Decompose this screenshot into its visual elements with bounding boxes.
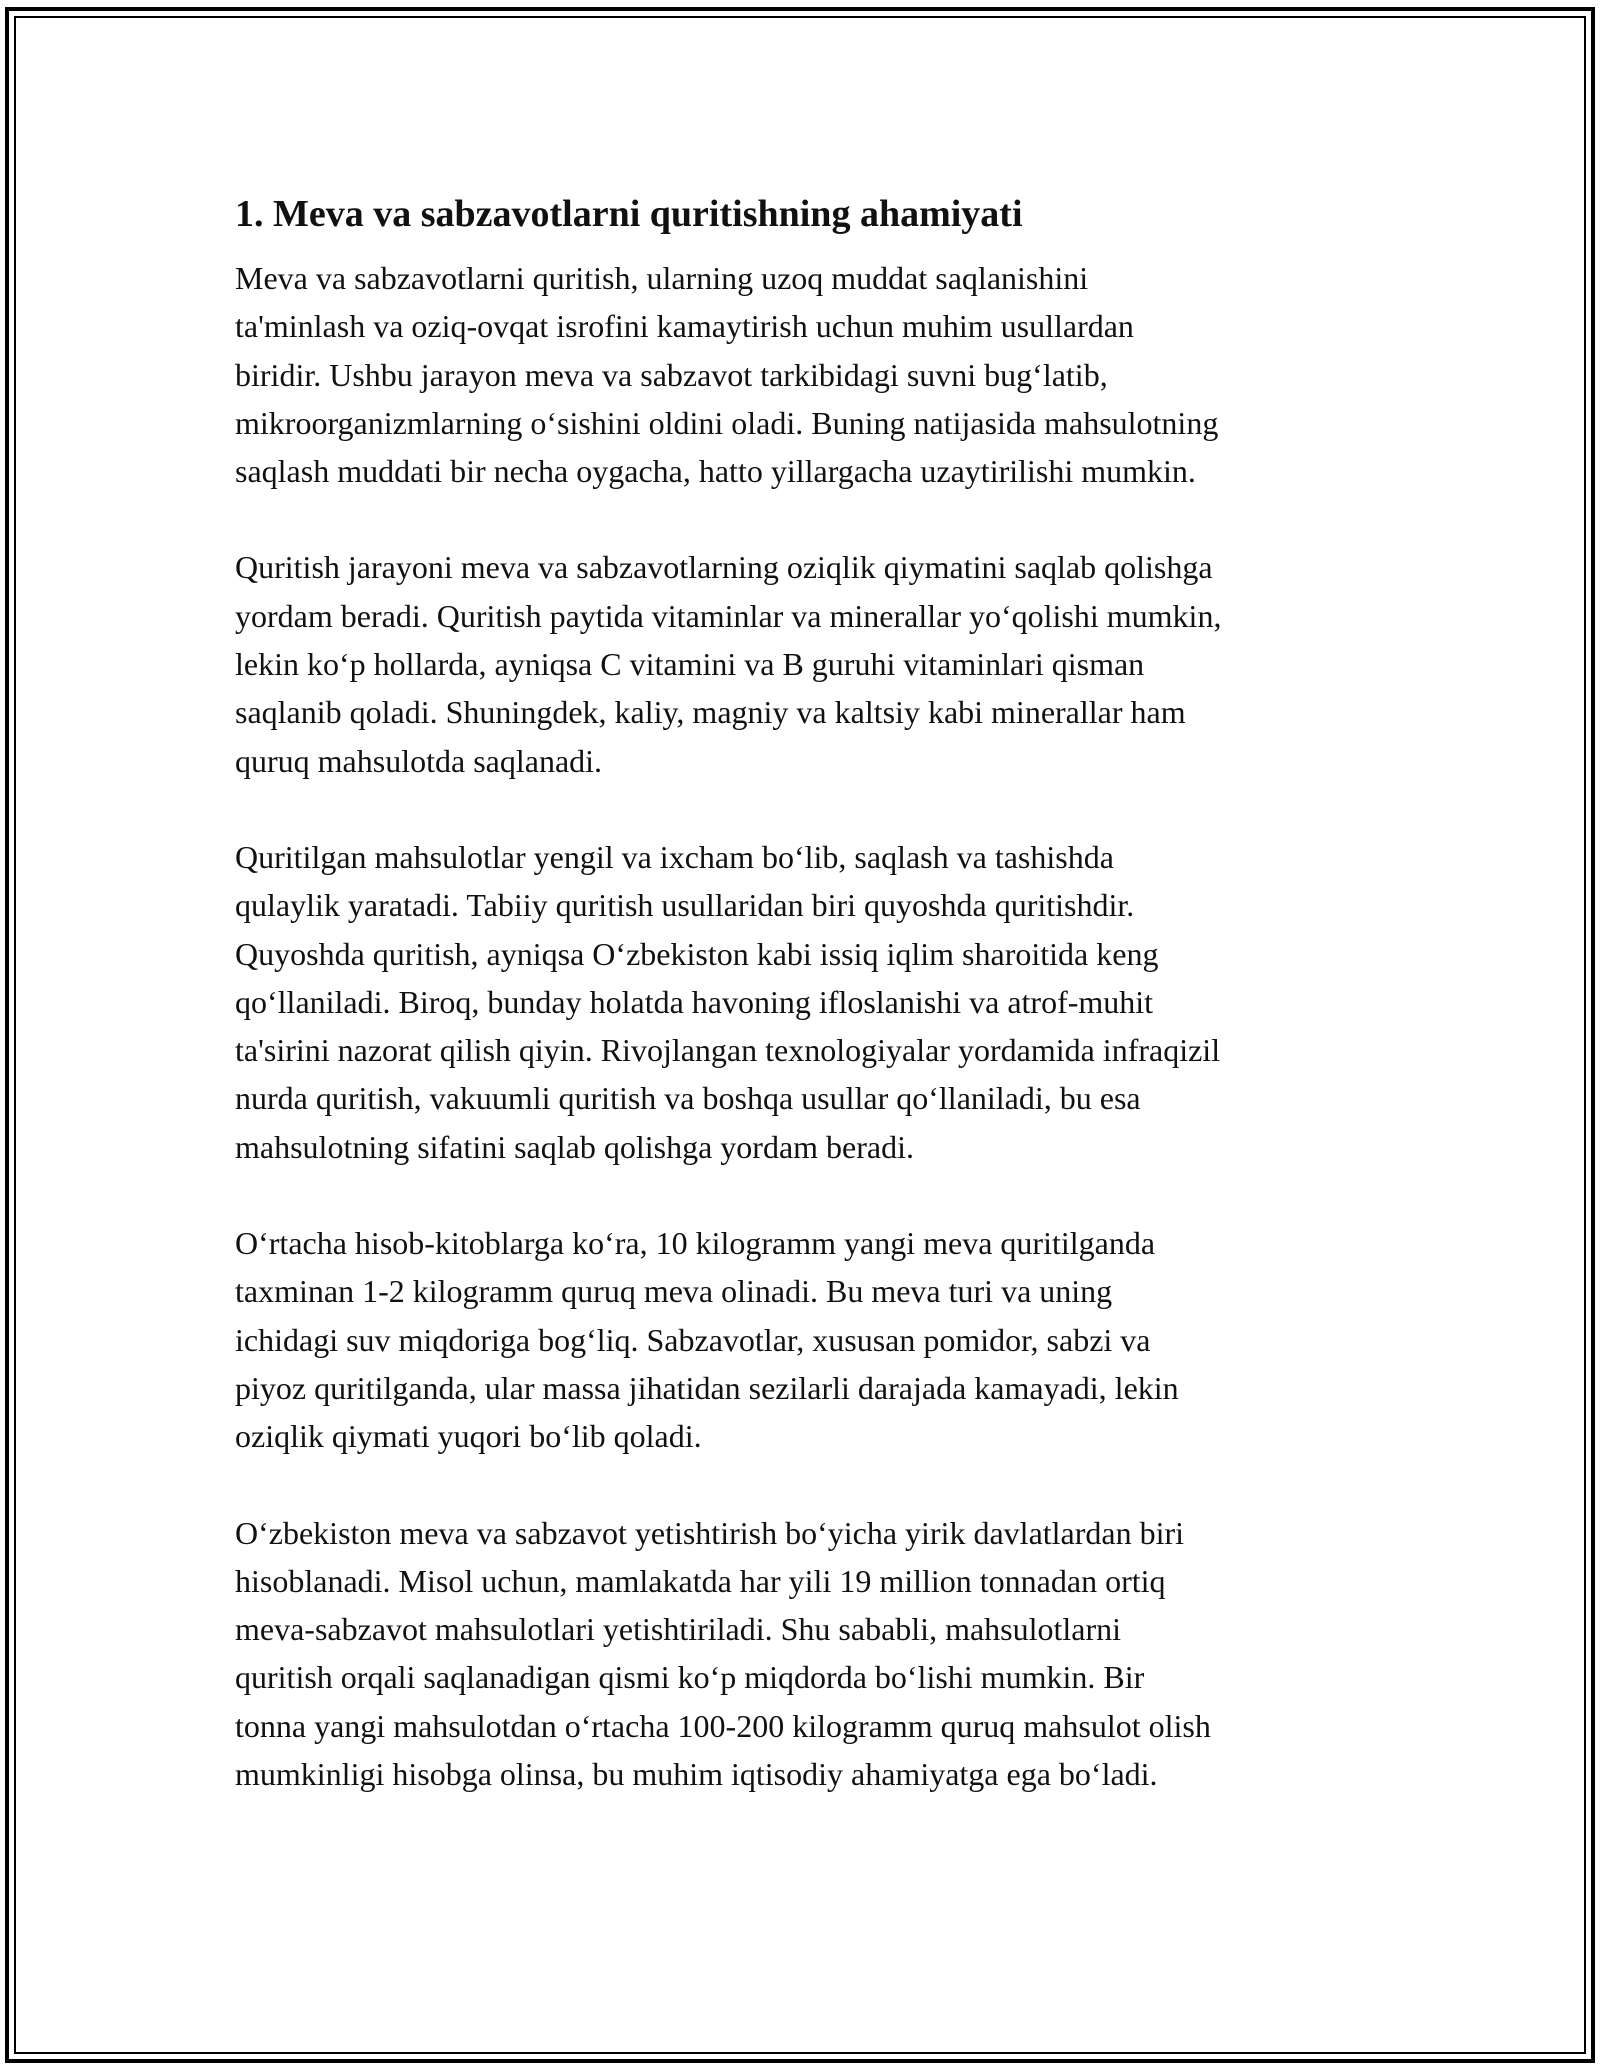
paragraph-line: ta'minlash va oziq-ovqat isrofini kamaytirish uchun muhim usullardan [235,308,1134,345]
paragraph-line: ichidagi suv miqdoriga bog‘liq. Sabzavotlar, xususan pomidor, sabzi va [235,1321,1151,1358]
paragraph-line: biridir. Ushbu jarayon meva va sabzavot tarkibidagi suvni bug‘latib, [235,356,1108,393]
paragraph-line: saqlanib qoladi. Shuningdek, kaliy, magniy va kaltsiy kabi minerallar ham [235,694,1186,731]
paragraph-line: yordam beradi. Quritish paytida vitaminlar va minerallar yo‘qolishi mumkin, [235,597,1222,634]
paragraph-line: hisoblanadi. Misol uchun, mamlakatda har yili 19 million tonnadan ortiq [235,1562,1166,1599]
paragraph-line: meva-sabzavot mahsulotlari yetishtiriladi. Shu sababli, mahsulotlarni [235,1611,1122,1648]
paragraph-line: oziqlik qiymati yuqori bo‘lib qoladi. [235,1418,702,1455]
paragraph-line: mikroorganizmlarning o‘sishini oldini oladi. Buning natijasida mahsulotning [235,404,1219,441]
paragraph-line: qulaylik yaratadi. Tabiiy quritish usullaridan biri quyoshda quritishdir. [235,887,1135,924]
paragraph-line: lekin ko‘p hollarda, ayniqsa C vitamini va B guruhi vitaminlari qisman [235,646,1145,683]
paragraph-line: mumkinligi hisobga olinsa, bu muhim iqtisodiy ahamiyatga ega bo‘ladi. [235,1756,1158,1793]
paragraph-line: Quritilgan mahsulotlar yengil va ixcham bo‘lib, saqlash va tashishda [235,838,1114,875]
paragraph-2 [235,543,1385,784]
paragraph-line: saqlash muddati bir necha oygacha, hatto yillargacha uzaytirilishi mumkin. [235,453,1196,490]
paragraph-5 [235,1509,1385,1799]
paragraph-line: ta'sirini nazorat qilish qiyin. Rivojlangan texnologiyalar yordamida infraqizil [235,1032,1221,1069]
paragraph-line: taxminan 1-2 kilogramm quruq meva olinadi. Bu meva turi va uning [235,1273,1113,1310]
paragraph-line: Meva va sabzavotlarni quritish, ularning uzoq muddat saqlanishini [235,260,1089,296]
paragraph-line: Quyoshda quritish, ayniqsa O‘zbekiston kabi issiq iqlim sharoitida keng [235,935,1159,972]
paragraph-line: quruq mahsulotda saqlanadi. [235,742,603,779]
paragraph-line: piyoz quritilganda, ular massa jihatidan sezilarli darajada kamayadi, lekin [235,1369,1179,1406]
paragraph-4 [235,1219,1385,1460]
paragraph-line: mahsulotning sifatini saqlab qolishga yordam beradi. [235,1128,914,1165]
paragraph-line: qo‘llaniladi. Biroq, bunday holatda havoning ifloslanishi va atrof-muhit [235,983,1154,1020]
paragraph-3 [235,833,1385,1171]
paragraph-line: O‘rtacha hisob-kitoblarga ko‘ra, 10 kilogramm yangi meva quritilganda [235,1225,1156,1262]
paragraph-line: nurda quritish, vakuumli quritish va boshqa usullar qo‘llaniladi, bu esa [235,1080,1141,1117]
paragraph-line: tonna yangi mahsulotdan o‘rtacha 100-200 kilogramm quruq mahsulot olish [235,1707,1211,1744]
document-body [235,188,1385,1846]
paragraph-1 [235,254,1385,495]
section-title: 1. Meva va sabzavotlarni quritishning ahamiyati [235,193,1023,235]
paragraph-line: quritish orqali saqlanadigan qismi ko‘p miqdorda bo‘lishi mumkin. Bir [235,1659,1145,1696]
paragraph-line: Quritish jarayoni meva va sabzavotlarning oziqlik qiymatini saqlab qolishga [235,549,1213,586]
paragraph-line: O‘zbekiston meva va sabzavot yetishtirish bo‘yicha yirik davlatlardan biri [235,1514,1185,1551]
